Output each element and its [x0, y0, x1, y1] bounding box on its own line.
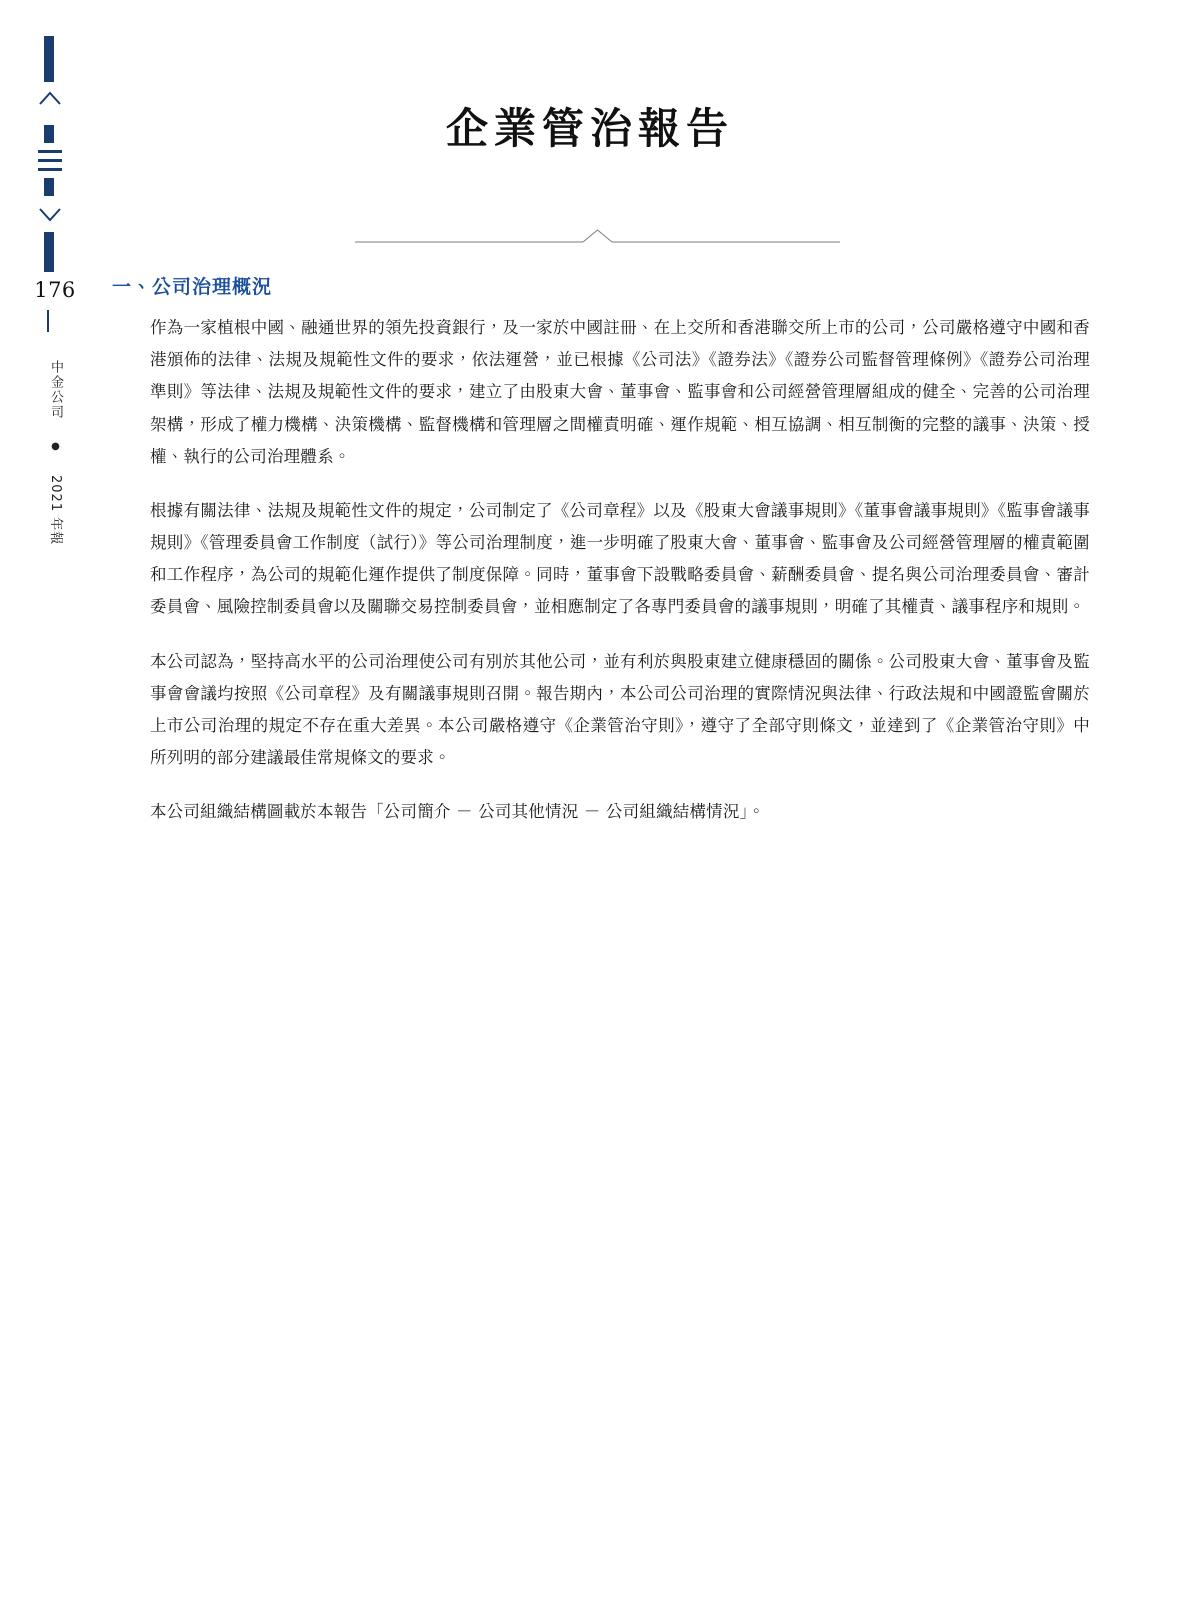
paragraph: 本公司組織結構圖載於本報告「公司簡介 － 公司其他情況 － 公司組織結構情況」。 [150, 802, 765, 822]
rail-lines-icon [38, 150, 62, 177]
running-footer [36, 360, 64, 545]
rail-bar-bottom [44, 232, 54, 272]
running-footer-separator: ● [50, 441, 61, 454]
chevron-down-icon [38, 206, 62, 222]
page-title: 企業管治報告 [445, 104, 734, 153]
chevron-up-icon [38, 90, 62, 106]
page-content [110, 0, 1190, 1615]
body-text [150, 312, 1090, 828]
running-footer-year: 2021 年報 [48, 475, 63, 546]
page-number: 176 [34, 278, 76, 302]
page-number-rule [47, 310, 49, 332]
rail-bar-top [44, 36, 54, 82]
title-divider-ornament [355, 228, 840, 250]
paragraph: 本公司認為，堅持高水平的公司治理使公司有別於其他公司，並有利於與股東建立健康穩固的關係。公司股東大會、董事會及監事會會議均按照《公司章程》及有關議事規則召開。報告期內，本公司公司治理的實際情況與法律、行政法規和中國證監會關於上市公司治理的規定不存在重大差異。本公司嚴格遵守《企業管治守則》，遵守了全部守則條文，並達到了《企業管治守則》中所列明的部分建議最佳常規條文的要求。 [150, 651, 1090, 768]
rail-bar-third [44, 178, 54, 196]
running-footer-company: 中金公司 [48, 360, 63, 420]
page-left-rail [0, 0, 110, 1615]
paragraph: 根據有關法律、法規及規範性文件的規定，公司制定了《公司章程》以及《股東大會議事規則》《董事會議事規則》《監事會議事規則》《管理委員會工作制度（試行）》等公司治理制度，進一步明確了股東大會、董事會、監事會及公司經營管理層的權責範圍和工作程序，為公司的規範化運作提供了制度保障。同時，董事會下設戰略委員會、薪酬委員會、提名與公司治理委員會、審計委員會、風險控制委員會以及關聯交易控制委員會，並相應制定了各專門委員會的議事規則，明確了其權責、議事程序和規則。 [150, 500, 1090, 617]
section-heading: 一、公司治理概況 [112, 276, 273, 298]
rail-bar-second [44, 125, 54, 143]
paragraph: 作為一家植根中國、融通世界的領先投資銀行，及一家於中國註冊、在上交所和香港聯交所上市的公司，公司嚴格遵守中國和香港頒佈的法律、法規及規範性文件的要求，依法運營，並已根據《公司法》《證券法》《證券公司監督管理條例》《證券公司治理準則》等法律、法規及規範性文件的要求，建立了由股東大會、董事會、監事會和公司經營管理層組成的健全、完善的公司治理架構，形成了權力機構、決策機構、監督機構和管理層之間權責明確、運作規範、相互協調、相互制衡的完整的議事、決策、授權、執行的公司治理體系。 [150, 318, 1090, 466]
